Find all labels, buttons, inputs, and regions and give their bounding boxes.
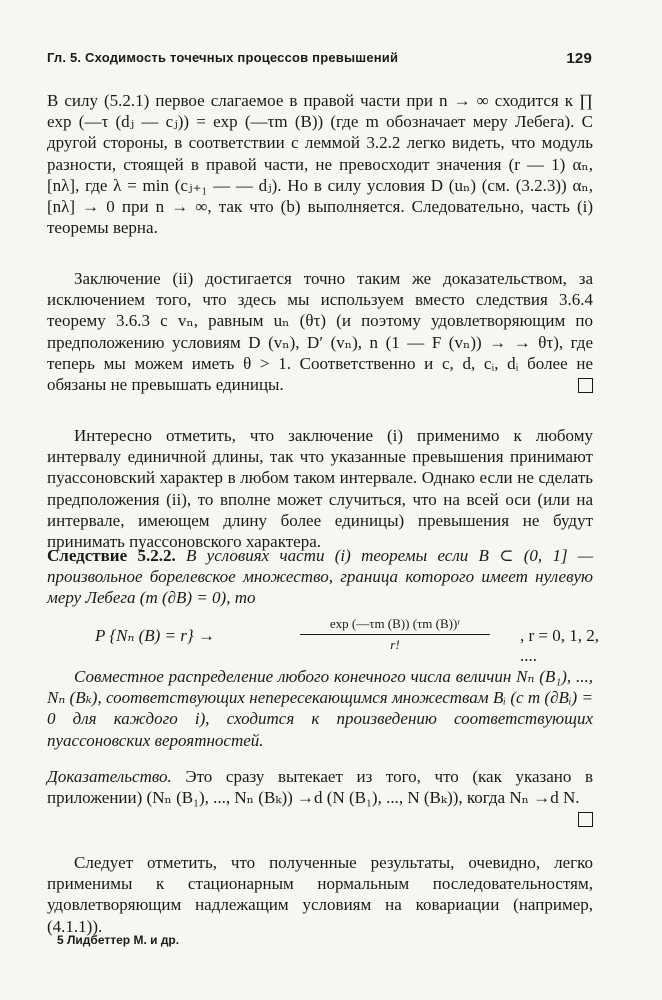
proof-block — [47, 766, 593, 827]
running-header — [47, 50, 592, 65]
formula-numerator: exp (—τm (B)) (τm (B))ʳ — [300, 616, 490, 635]
paragraph-5: Совместное распределение любого конечного числа величин Nₙ (B₁), ..., Nₙ (Bₖ), соответствующих непересекающимся множествам Bᵢ (с m (∂Bᵢ) = 0 для каждого i), сходится к произведению соответствующих пуассоновских вероятностей. — [47, 667, 593, 750]
paragraph-2: Заключение (ii) достигается точно таким же доказательством, за исключением того, что здесь мы используем вместо следствия 3.6.4 теорему 3.6.3 с vₙ, равным uₙ (θτ) (и поэтому удовлетворяющим по предположению условиям D (vₙ), D′ (vₙ), n (1 — F (vₙ)) → → θτ), где теперь мы можем иметь θ > 1. Соответственно и c, d, cᵢ, dᵢ более не обязаны не превышать единицы. — [47, 269, 593, 395]
formula-fraction — [300, 616, 490, 653]
paragraph-3: Интересно отметить, что заключение (i) применимо к любому интервалу единичной длины, так что указанные превышения принимают пуассоновский характер в любом таком интервале. Однако если не сделать предположения (ii), то вполне может случиться, что на всей оси (или на интервале, имеющем длину более единицы) превышения не будут принимать пуассоновского характера. — [47, 426, 593, 552]
page-number: 129 — [566, 50, 592, 67]
paragraph-final-remark — [47, 852, 593, 937]
display-formula — [95, 614, 615, 665]
paragraph-joint-distribution — [47, 666, 593, 751]
qed-square-icon — [578, 378, 593, 393]
formula-denominator: r! — [390, 637, 400, 652]
corollary-block — [47, 545, 593, 609]
signature-footnote: 5 Лидбеттер М. и др. — [57, 933, 180, 947]
formula-lhs: P {Nₙ (B) = r} → — [95, 626, 215, 645]
chapter-title: Гл. 5. Сходимость точечных процессов превышений — [47, 50, 399, 65]
qed-square-icon — [578, 812, 593, 827]
paragraph-proof-continuation — [47, 90, 593, 238]
corollary-statement: В условиях части (i) теоремы если B ⊂ (0, 1] — произвольное борелевское множество, граница которого имеет нулевую меру Лебега (m (∂B) = 0), то — [47, 546, 593, 608]
proof-label: Доказательство. — [47, 767, 172, 786]
paragraph-conclusion-ii — [47, 268, 593, 395]
formula-rhs: , r = 0, 1, 2, .... — [520, 626, 599, 665]
paragraph-7: Следует отметить, что полученные результаты, очевидно, легко применимы к стационарным нормальным последовательностям, удовлетворяющим надлежащим условиям на ковариации (например, (4.1.1)). — [47, 853, 593, 936]
corollary-label: Следствие 5.2.2. — [47, 546, 176, 565]
paragraph-remark — [47, 425, 593, 552]
proof-text: Это сразу вытекает из того, что (как указано в приложении) (Nₙ (B₁), ..., Nₙ (Bₖ)) →d (N (B₁), ..., N (Bₖ)), когда Nₙ →d N. — [47, 767, 594, 808]
paragraph-1: В силу (5.2.1) первое слагаемое в правой части при n → ∞ сходится к ∏ exp (—τ (dⱼ — cⱼ)) = exp (—τm (B)) (где m обозначает меру Лебега). С другой стороны, в соответствии с леммой 3.2.2 легко видеть, что модуль разности, стоящей в правой части, не превосходит значения (r — 1) αₙ,[nλ], где λ = min (cⱼ₊₁ — — dⱼ). Но в силу условия D (uₙ) (см. (3.2.3)) αₙ,[nλ] → 0 при n → ∞, так что (b) выполняется. Следовательно, часть (i) теоремы верна. — [47, 91, 593, 238]
